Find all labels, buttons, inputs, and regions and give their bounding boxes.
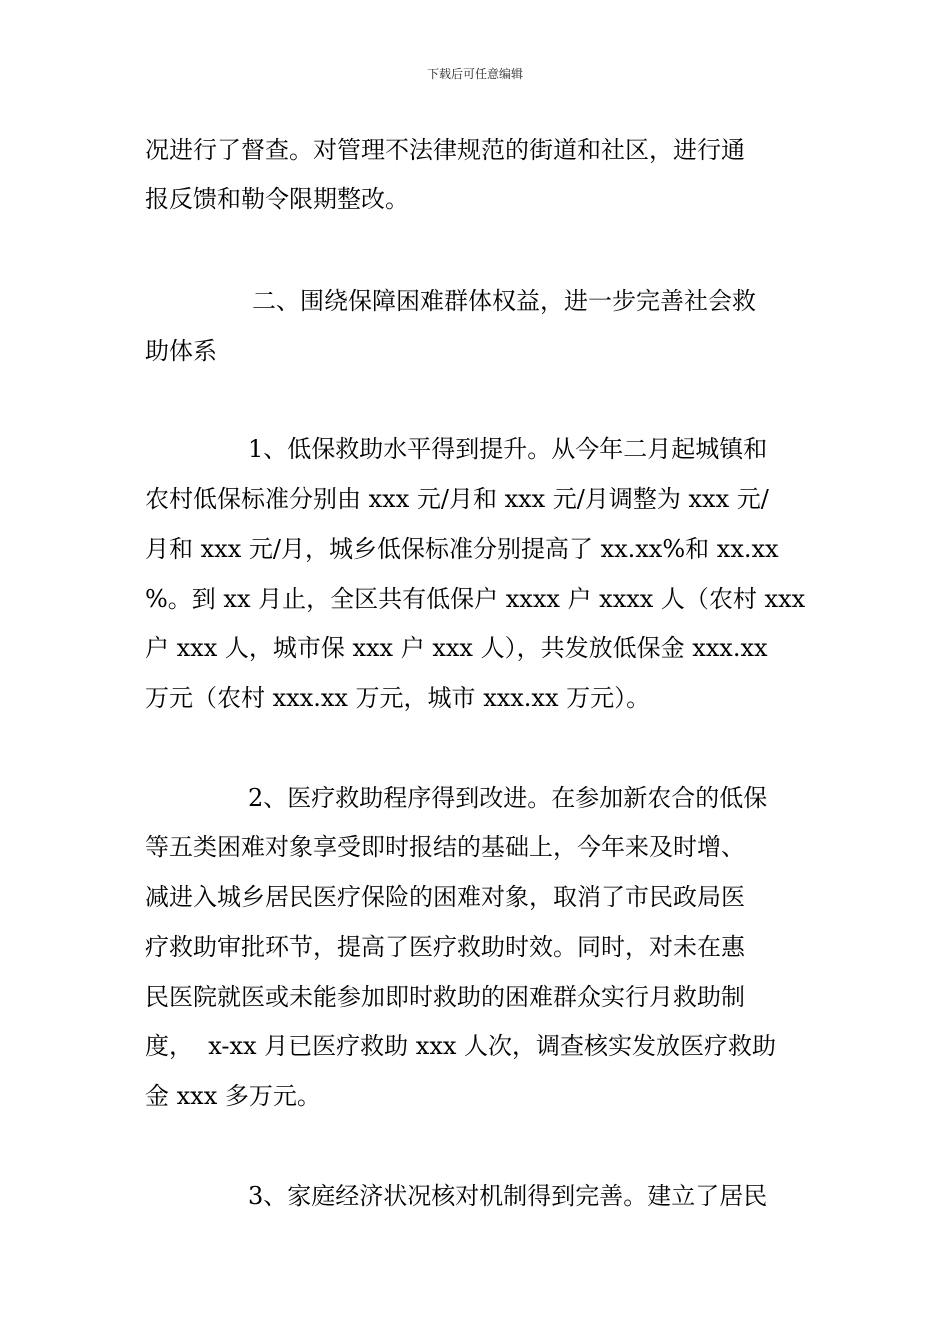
body-line: 度， x-xx 月已医疗救助 xxx 人次，调查核实发放医疗救助 — [145, 1032, 777, 1060]
body-line: 减进入城乡居民医疗保险的困难对象，取消了市民政局医 — [145, 883, 745, 911]
body-line: 月和 xxx 元/月，城乡低保标准分别提高了 xx.xx%和 xx.xx — [145, 535, 779, 563]
body-line: 况进行了督查。对管理不法律规范的街道和社区，进行通 — [145, 136, 745, 164]
section-heading-line: 助体系 — [145, 337, 217, 365]
body-line: 报反馈和勒令限期整改。 — [145, 185, 409, 213]
body-line: 万元（农村 xxx.xx 万元，城市 xxx.xx 万元）。 — [145, 684, 651, 712]
body-line: 户 xxx 人，城市保 xxx 户 xxx 人），共发放低保金 xxx.xx — [145, 634, 768, 662]
body-line: 2、医疗救助程序得到改进。在参加新农合的低保 — [248, 784, 768, 812]
body-line: %。到 xx 月止，全区共有低保户 xxxx 户 xxxx 人（农村 xxx — [145, 585, 806, 613]
body-line: 1、低保救助水平得到提升。从今年二月起城镇和 — [248, 435, 768, 463]
body-line: 民医院就医或未能参加即时救助的困难群众实行月救助制 — [145, 983, 745, 1011]
body-line: 3、家庭经济状况核对机制得到完善。建立了居民 — [248, 1182, 768, 1210]
body-line: 等五类困难对象享受即时报结的基础上，今年来及时增、 — [145, 833, 745, 861]
body-line: 金 xxx 多万元。 — [145, 1082, 321, 1110]
page-header: 下载后可任意编辑 — [426, 67, 523, 81]
body-line: 农村低保标准分别由 xxx 元/月和 xxx 元/月调整为 xxx 元/ — [145, 485, 769, 513]
section-heading-line: 二、围绕保障困难群体权益，进一步完善社会救 — [252, 287, 756, 315]
body-line: 疗救助审批环节，提高了医疗救助时效。同时，对未在惠 — [145, 933, 745, 961]
